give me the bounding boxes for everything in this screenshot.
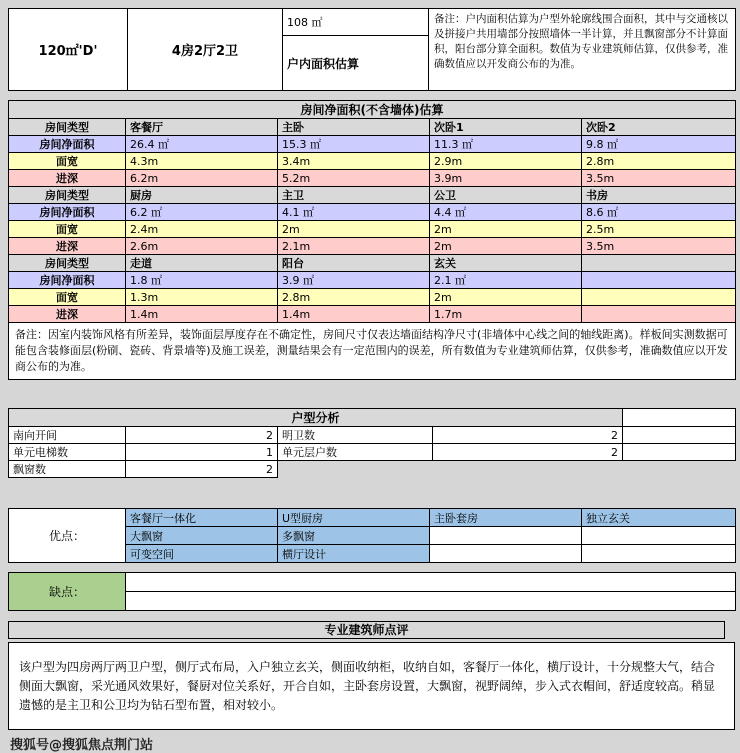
room-area-cell bbox=[582, 272, 736, 289]
room-area-cell: 4.4 ㎡ bbox=[430, 204, 582, 221]
room-type-cell: 玄关 bbox=[430, 255, 582, 272]
room-area-cell: 3.9 ㎡ bbox=[278, 272, 430, 289]
room-depth-cell: 3.5m bbox=[582, 238, 736, 255]
row-label-width: 面宽 bbox=[9, 153, 126, 170]
analysis-empty-cell bbox=[623, 444, 736, 461]
room-type-cell: 主卧 bbox=[278, 119, 430, 136]
room-type-cell bbox=[582, 255, 736, 272]
room-width-cell: 1.3m bbox=[126, 289, 278, 306]
cons-table bbox=[8, 572, 736, 611]
pros-label: 优点： bbox=[9, 509, 126, 563]
row-label-area: 房间净面积 bbox=[9, 204, 126, 221]
room-type-cell: 次卧1 bbox=[430, 119, 582, 136]
table-row bbox=[9, 306, 736, 323]
analysis-value: 2 bbox=[126, 461, 278, 478]
pros-empty-cell bbox=[582, 527, 736, 545]
pros-item-cell: 客餐厅一体化 bbox=[126, 509, 278, 527]
analysis-value: 2 bbox=[433, 427, 623, 444]
table-row bbox=[9, 153, 736, 170]
room-area-cell: 8.6 ㎡ bbox=[582, 204, 736, 221]
room-width-cell: 3.4m bbox=[278, 153, 430, 170]
room-width-cell: 2.8m bbox=[582, 153, 736, 170]
table-row bbox=[9, 136, 736, 153]
row-label-depth: 进深 bbox=[9, 306, 126, 323]
table-row bbox=[9, 573, 736, 592]
pros-item-cell: 多飘窗 bbox=[278, 527, 430, 545]
pros-item-cell: 主卧套房 bbox=[430, 509, 582, 527]
analysis-ghost-cell bbox=[278, 461, 736, 478]
analysis-value: 2 bbox=[433, 444, 623, 461]
room-depth-cell: 2m bbox=[430, 238, 582, 255]
analysis-label: 南向开间 bbox=[9, 427, 126, 444]
pros-item-cell: U型厨房 bbox=[278, 509, 430, 527]
header-note-cell: 备注：户内面积估算为户型外轮廓线围合面积，其中与交通核以及拼接户共用墙部分按照墙体一半计算，并且飘窗部分不计算面积，阳台部分算全面积。数值为专业建筑师估算，仅供参考，准确数值应以开发商公布的为准。 bbox=[429, 9, 736, 91]
table-row bbox=[9, 509, 736, 527]
room-depth-cell: 5.2m bbox=[278, 170, 430, 187]
analysis-label: 明卫数 bbox=[278, 427, 433, 444]
room-depth-cell: 3.9m bbox=[430, 170, 582, 187]
area-label-cell: 户内面积估算 bbox=[283, 36, 429, 91]
table-row bbox=[9, 187, 736, 204]
room-depth-cell: 6.2m bbox=[126, 170, 278, 187]
table-row bbox=[9, 204, 736, 221]
room-depth-cell bbox=[582, 306, 736, 323]
room-width-cell: 2.5m bbox=[582, 221, 736, 238]
review-title: 专业建筑师点评 bbox=[8, 621, 725, 639]
pros-empty-cell bbox=[430, 527, 582, 545]
room-width-cell: 2.9m bbox=[430, 153, 582, 170]
row-label-area: 房间净面积 bbox=[9, 272, 126, 289]
room-area-cell: 15.3 ㎡ bbox=[278, 136, 430, 153]
analysis-label: 飘窗数 bbox=[9, 461, 126, 478]
room-width-cell: 2m bbox=[430, 289, 582, 306]
cons-label: 缺点： bbox=[9, 573, 126, 611]
unit-layout-cell: 4房2厅2卫 bbox=[128, 9, 283, 91]
row-label-type: 房间类型 bbox=[9, 119, 126, 136]
room-table-title: 房间净面积(不含墙体)估算 bbox=[9, 101, 736, 119]
room-area-cell: 2.1 ㎡ bbox=[430, 272, 582, 289]
room-type-cell: 公卫 bbox=[430, 187, 582, 204]
room-type-cell: 书房 bbox=[582, 187, 736, 204]
table-row bbox=[9, 427, 736, 444]
analysis-value: 2 bbox=[126, 427, 278, 444]
room-width-cell: 4.3m bbox=[126, 153, 278, 170]
row-label-depth: 进深 bbox=[9, 238, 126, 255]
pros-table bbox=[8, 508, 736, 563]
room-depth-cell: 2.1m bbox=[278, 238, 430, 255]
table-row bbox=[9, 444, 736, 461]
table-row bbox=[9, 238, 736, 255]
room-width-cell: 2.8m bbox=[278, 289, 430, 306]
table-row bbox=[9, 272, 736, 289]
cons-empty-cell bbox=[126, 573, 736, 592]
room-depth-cell: 1.7m bbox=[430, 306, 582, 323]
room-type-cell: 主卫 bbox=[278, 187, 430, 204]
review-text: 该户型为四房两厅两卫户型，侧厅式布局，入户独立玄关，侧面收纳柜，收纳自如，客餐厅一体化，横厅设计，十分规整大气，结合侧面大飘窗，采光通风效果好，餐厨对位关系好，开合自如，主卧套房设置，大飘窗，视野阔绰，步入式衣帽间，舒适度较高。稍显遗憾的是主卫和公卫均为钻石型布置，相对较小。 bbox=[19, 659, 716, 712]
room-type-cell: 客餐厅 bbox=[126, 119, 278, 136]
room-width-cell: 2m bbox=[278, 221, 430, 238]
layout-analysis-table bbox=[8, 408, 736, 478]
room-width-cell: 2m bbox=[430, 221, 582, 238]
pros-item-cell: 独立玄关 bbox=[582, 509, 736, 527]
room-area-cell: 6.2 ㎡ bbox=[126, 204, 278, 221]
room-area-cell: 26.4 ㎡ bbox=[126, 136, 278, 153]
room-type-cell: 走道 bbox=[126, 255, 278, 272]
table-row bbox=[9, 119, 736, 136]
pros-item-cell: 横厅设计 bbox=[278, 545, 430, 563]
room-area-table bbox=[8, 100, 736, 380]
analysis-label: 单元电梯数 bbox=[9, 444, 126, 461]
unit-summary-table bbox=[8, 8, 736, 91]
row-label-width: 面宽 bbox=[9, 221, 126, 238]
room-depth-cell: 1.4m bbox=[126, 306, 278, 323]
analysis-empty-cell bbox=[623, 409, 736, 427]
table-row bbox=[9, 170, 736, 187]
analysis-empty-cell bbox=[623, 427, 736, 444]
room-depth-cell: 1.4m bbox=[278, 306, 430, 323]
watermark-text: 搜狐号@搜狐焦点荆门站 bbox=[10, 738, 154, 753]
pros-empty-cell bbox=[582, 545, 736, 563]
unit-name-cell: 120㎡'D' bbox=[9, 9, 128, 91]
table-row bbox=[9, 255, 736, 272]
room-depth-cell: 2.6m bbox=[126, 238, 278, 255]
room-area-cell: 11.3 ㎡ bbox=[430, 136, 582, 153]
room-area-cell: 9.8 ㎡ bbox=[582, 136, 736, 153]
room-type-cell: 阳台 bbox=[278, 255, 430, 272]
review-box bbox=[8, 642, 735, 730]
room-width-cell bbox=[582, 289, 736, 306]
table-row bbox=[9, 323, 736, 380]
pros-item-cell: 可变空间 bbox=[126, 545, 278, 563]
room-depth-cell: 3.5m bbox=[582, 170, 736, 187]
room-width-cell: 2.4m bbox=[126, 221, 278, 238]
room-table-note: 备注：因室内装饰风格有所差异，装饰面层厚度存在不确定性，房间尺寸仅表达墙面结构净尺寸(非墙体中心线之间的轴线距离)。样板间实测数据可能包含装修面层(粉刷、瓷砖、背景墙等)及施工误差，测量结果会有一定范围内的误差，所有数值为专业建筑师估算，仅供参考，准确数值应以开发商公布的为准。 bbox=[9, 323, 736, 380]
row-label-width: 面宽 bbox=[9, 289, 126, 306]
row-label-type: 房间类型 bbox=[9, 187, 126, 204]
room-type-cell: 厨房 bbox=[126, 187, 278, 204]
table-row bbox=[9, 461, 736, 478]
row-label-area: 房间净面积 bbox=[9, 136, 126, 153]
table-row bbox=[9, 289, 736, 306]
table-row bbox=[9, 221, 736, 238]
analysis-title: 户型分析 bbox=[9, 409, 623, 427]
row-label-type: 房间类型 bbox=[9, 255, 126, 272]
room-type-cell: 次卧2 bbox=[582, 119, 736, 136]
analysis-label: 单元层户数 bbox=[278, 444, 433, 461]
area-value-cell: 108 ㎡ bbox=[283, 9, 429, 36]
pros-item-cell: 大飘窗 bbox=[126, 527, 278, 545]
pros-empty-cell bbox=[430, 545, 582, 563]
cons-empty-cell bbox=[126, 592, 736, 611]
analysis-value: 1 bbox=[126, 444, 278, 461]
row-label-depth: 进深 bbox=[9, 170, 126, 187]
room-area-cell: 4.1 ㎡ bbox=[278, 204, 430, 221]
room-area-cell: 1.8 ㎡ bbox=[126, 272, 278, 289]
